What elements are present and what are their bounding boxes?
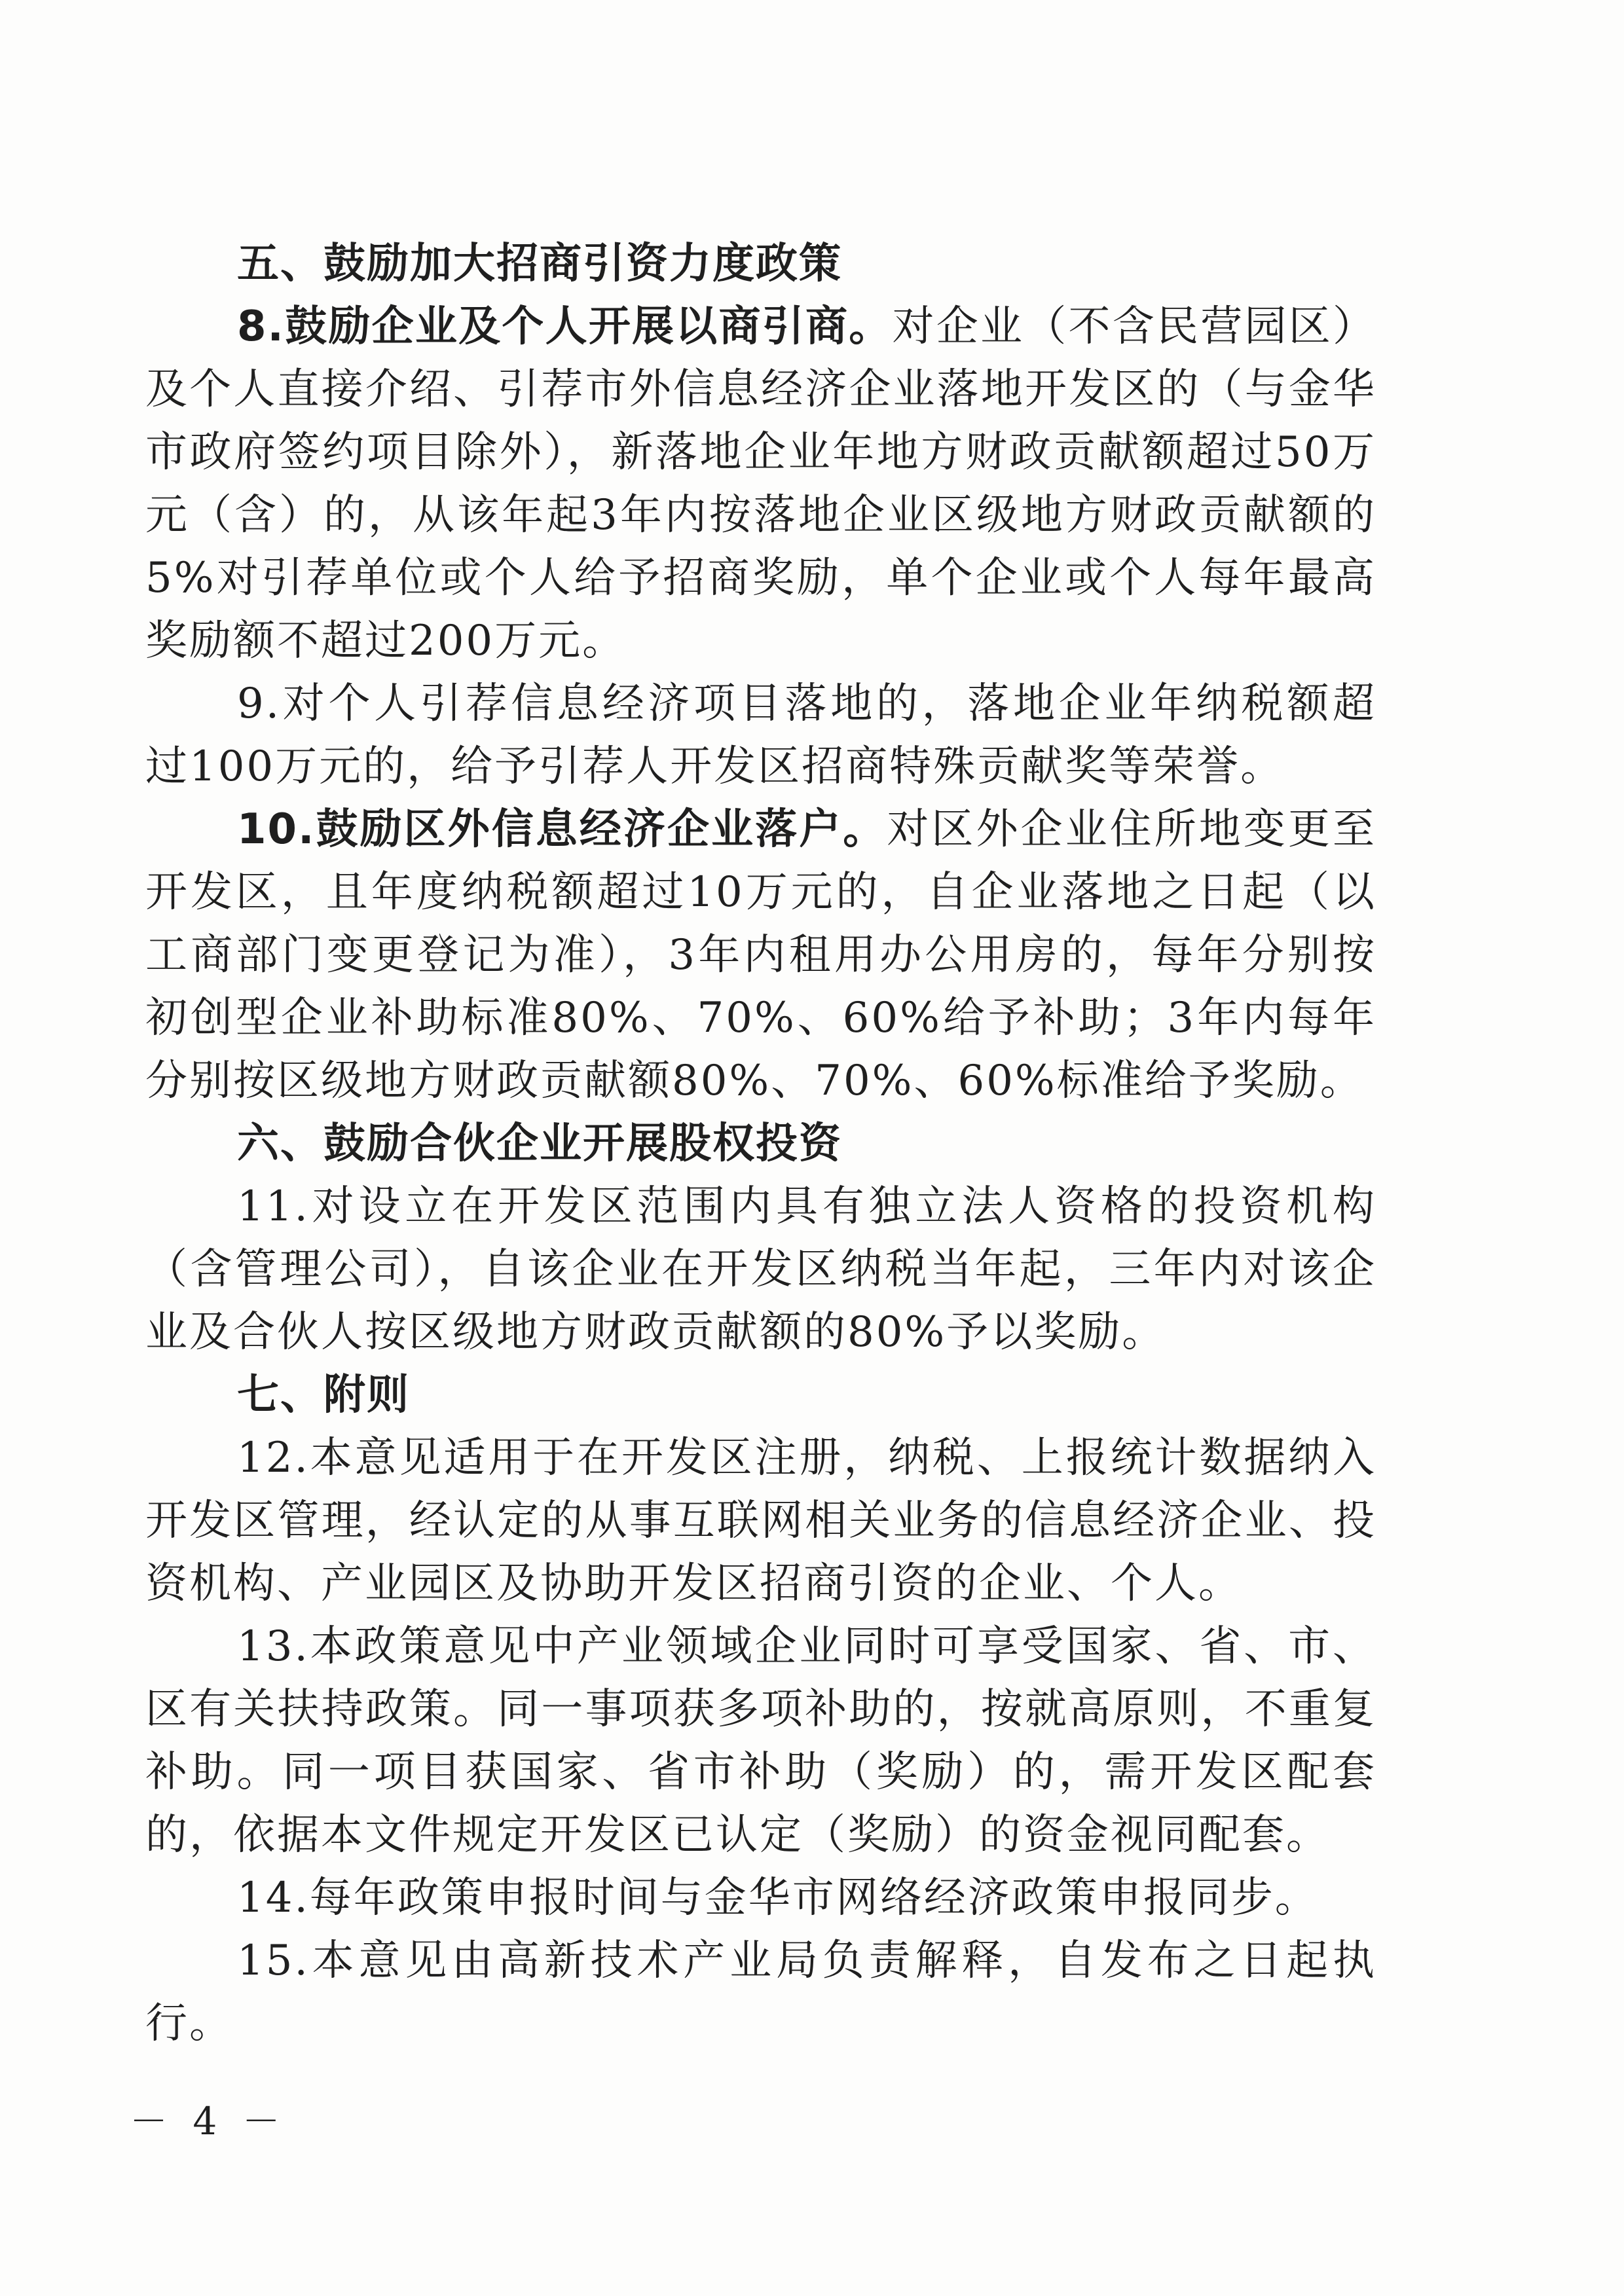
clause-12-text: 12.本意见适用于在开发区注册，纳税、上报统计数据纳入开发区管理，经认定的从事互联网相关业务的信息经济企业、投资机构、产业园区及协助开发区招商引资的企业、个人。 — [145, 1434, 1376, 1608]
clause-15 — [145, 1929, 1376, 2055]
section-heading-5: 五、鼓励加大招商引资力度政策 — [237, 240, 842, 288]
clause-10-text: 对区外企业住所地变更至开发区，且年度纳税额超过10万元的，自企业落地之日起（以工商部门变更登记为准），3年内租用办公用房的，每年分别按初创型企业补助标准80%、70%、60%给予补助；3年内每年分别按区级地方财政贡献额80%、70%、60%标准给予奖励。 — [145, 805, 1377, 1105]
section-heading-6: 六、鼓励合伙企业开展股权投资 — [237, 1120, 842, 1168]
clause-14-text: 14.每年政策申报时间与金华市网络经济政策申报同步。 — [237, 1874, 1319, 1922]
clause-9-text: 9.对个人引荐信息经济项目落地的，落地企业年纳税额超过100万元的，给予引荐人开发区招商特殊贡献奖等荣誉。 — [145, 680, 1376, 791]
clause-10 — [145, 798, 1376, 1112]
section-heading-7: 七、附则 — [237, 1371, 410, 1419]
clause-8-title: 8.鼓励企业及个人开展以商引商。 — [237, 302, 893, 351]
clause-12 — [145, 1427, 1376, 1615]
clause-10-title: 10.鼓励区外信息经济企业落户。 — [237, 805, 887, 854]
clause-15-text: 15.本意见由高新技术产业局负责解释，自发布之日起执行。 — [145, 1937, 1376, 2048]
page-number: － 4 － — [130, 2099, 287, 2143]
clause-13-text: 13.本政策意见中产业领域企业同时可享受国家、省、市、区有关扶持政策。同一事项获多项补助的，按就高原则，不重复补助。同一项目获国家、省市补助（奖励）的，需开发区配套的，依据本文件规定开发区已认定（奖励）的资金视同配套。 — [145, 1622, 1376, 1859]
clause-14 — [145, 1867, 1376, 1929]
clause-11 — [145, 1175, 1376, 1364]
clause-13 — [145, 1615, 1376, 1867]
clause-9 — [145, 672, 1376, 798]
document-body — [145, 232, 1376, 2055]
clause-11-text: 11.对设立在开发区范围内具有独立法人资格的投资机构（含管理公司），自该企业在开发区纳税当年起，三年内对该企业及合伙人按区级地方财政贡献额的80%予以奖励。 — [145, 1182, 1376, 1357]
clause-8-text: 对企业（不含民营园区）及个人直接介绍、引荐市外信息经济企业落地开发区的（与金华市政府签约项目除外），新落地企业年地方财政贡献额超过50万元（含）的，从该年起3年内按落地企业区级地方财政贡献额的5%对引荐单位或个人给予招商奖励，单个企业或个人每年最高奖励额不超过200万元。 — [145, 302, 1377, 665]
clause-8 — [145, 295, 1376, 672]
